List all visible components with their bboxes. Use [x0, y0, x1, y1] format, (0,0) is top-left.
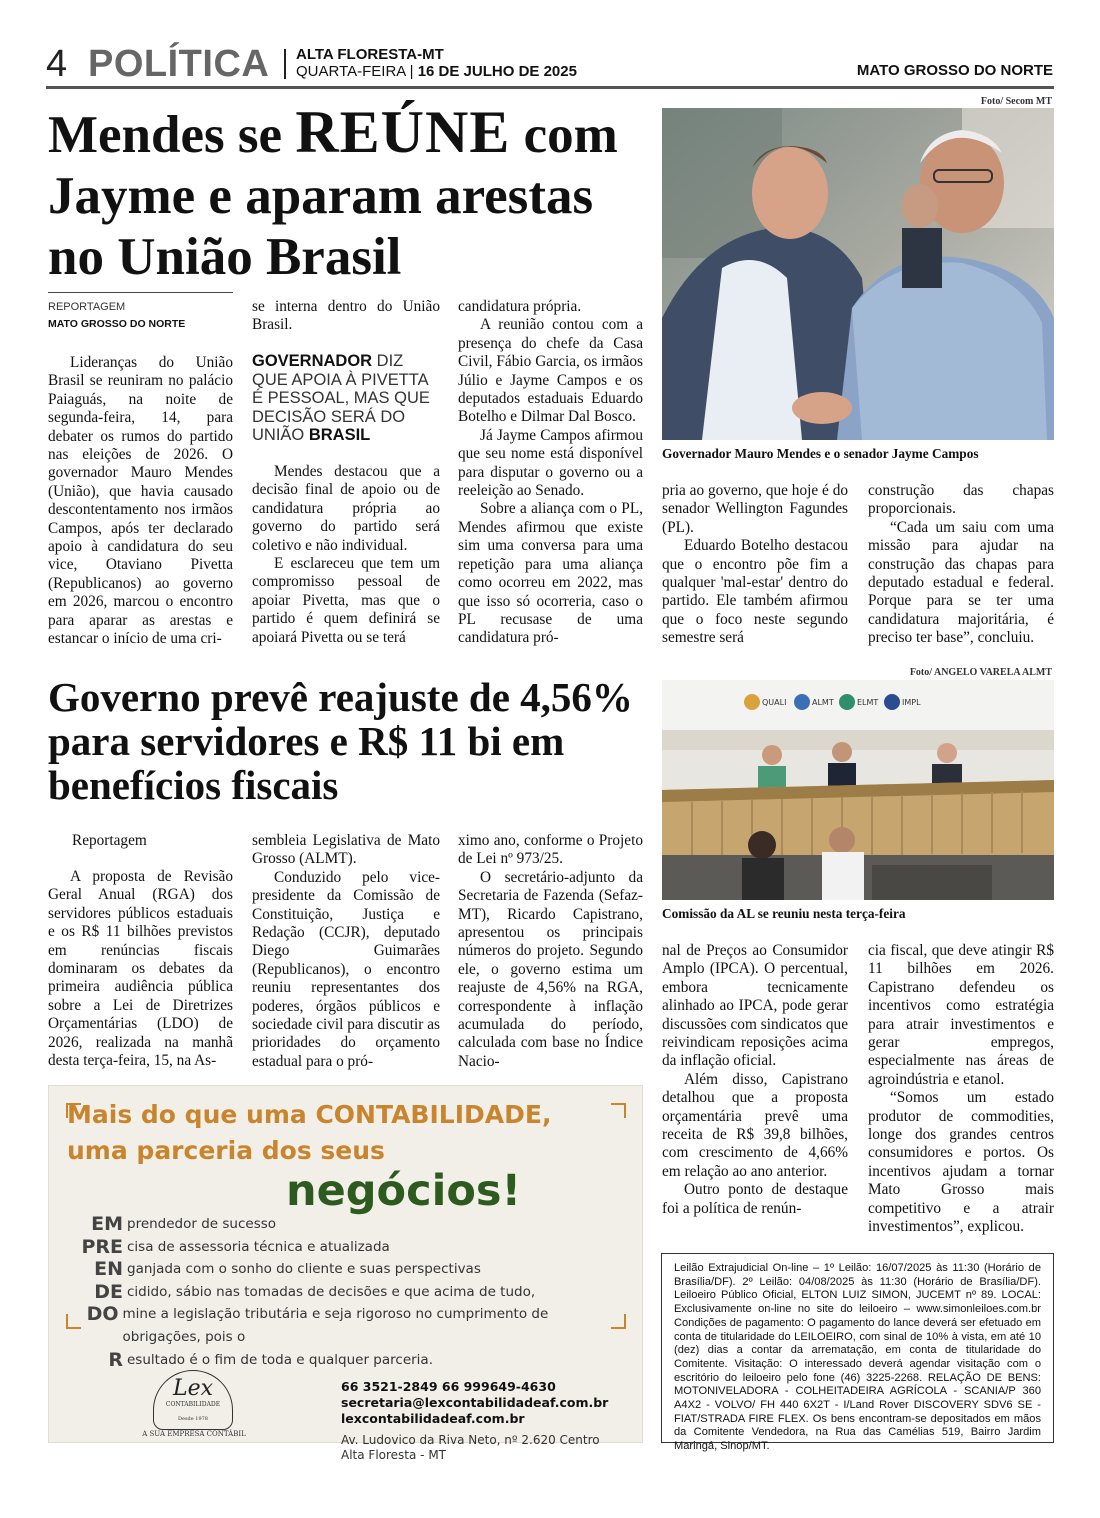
paragraph: A proposta de Revisão Geral Anual (RGA) dos servidores públicos estaduais e os R$ 11 bilhões previstos em renúncias fiscais dominaram os debates da primeira audiência pública sobre a Lei de Diretrizes Orçamentárias (LDO) de 2026, realizada na manhã desta terça-feira, 15, na As-	[48, 868, 233, 1070]
paragraph: nal de Preços ao Consumidor Amplo (IPCA). O percentual, embora tecnicamente alinhado ao IPCA, pode gerar discussões com sindicatos que reivindicam reposições acima da inflação oficial.	[662, 942, 848, 1070]
logo-name: Lex	[172, 1376, 214, 1401]
headline-part: Mendes se	[48, 106, 296, 164]
story1-photo	[662, 108, 1054, 440]
paragraph: A reunião contou com a presença do chefe da Casa Civil, Fábio Garcia, os irmãos Júlio e Jayme Campos e os deputados estaduais Eduardo Botelho e Dilmar Dal Bosco.	[458, 316, 643, 426]
photo-credit: Foto/ ANGELO VARELA ALMT	[909, 667, 1052, 678]
credit-text: Reportagem	[72, 832, 147, 849]
paragraph: E esclareceu que tem um compromisso pessoal de apoiar Pivetta, mas que o partido é quem definirá se apoiará Pivetta ou se terá	[252, 555, 440, 646]
story1-column-4	[662, 482, 848, 648]
acrostic-letters: DO	[86, 1303, 119, 1326]
advertisement[interactable]	[48, 1085, 643, 1462]
paragraph: Além disso, Capistrano detalhou que a proposta orçamentária prevê uma receita de R$ 39,8 bilhões, com crescimento de 4,66% em relação ao ano anterior.	[662, 1070, 848, 1180]
ad-address-1: Av. Ludovico da Riva Neto, nº 2.620 Centro	[341, 1433, 600, 1447]
headline-part: com Jayme e aparam arestas no União Brasil	[48, 106, 618, 286]
header-divider	[284, 49, 286, 79]
ad-contact-block	[341, 1379, 631, 1463]
banner-label: QUALI	[762, 698, 787, 707]
paragraph: O secretário-adjunto da Secretaria de Fazenda (Sefaz-MT), Ricardo Capistrano, apresentou os principais números do projeto. Segundo ele, o governo estima um reajuste de 4,56% na RGA, correspondente à inflação acumulada do período, calculada com base no Índice Nacio-	[458, 868, 643, 1070]
ad-headline-3: negócios!	[286, 1166, 522, 1216]
acrostic-text: esultado é o fim de toda e qualquer parceria.	[127, 1351, 433, 1368]
acrostic-row	[79, 1349, 619, 1372]
paragraph: Eduardo Botelho destacou que o encontro põe fim a qualquer 'mal-estar' dentro do partido. Ele também afirmou que o foco neste segundo semestre será	[662, 537, 848, 647]
paragraph: ximo ano, conforme o Projeto de Lei nº 973/25.	[458, 832, 643, 868]
pull-quote	[252, 352, 440, 445]
credit-label: REPORTAGEM	[48, 301, 126, 313]
story2-column-3	[458, 832, 643, 1071]
newspaper-name: MATO GROSSO DO NORTE	[856, 62, 1053, 79]
header-date-value: 16 DE JULHO DE 2025	[417, 63, 577, 80]
logo-tagline: A SUA EMPRESA CONTÁBIL	[142, 1430, 246, 1438]
lex-logo	[153, 1370, 233, 1430]
acrostic-letters: PRE	[81, 1235, 123, 1258]
acrostic-row	[79, 1213, 619, 1236]
headline-emphasis: REÚNE	[295, 99, 511, 165]
ad-phones: 66 3521-2849 66 999649-4630	[341, 1379, 556, 1394]
acrostic-letters: EM	[91, 1213, 123, 1235]
story1-column-2-top	[252, 298, 440, 335]
banner-label: ELMT	[857, 698, 879, 707]
story2-photo	[662, 680, 1054, 900]
paragraph: Já Jayme Campos afirmou que seu nome está disponível para disputar o governo ou a reeleição ao Senado.	[458, 426, 643, 500]
paragraph: “Somos um estado produtor de commodities, longe dos grandes centros consumidores e portos. Os incentivos ajudam a tornar Mato Grosso mais competitivo e a atrair investimentos”, explicou.	[868, 1089, 1054, 1236]
story1-column-3	[458, 298, 643, 648]
ad-website[interactable]: lexcontabilidadeaf.com.br	[341, 1411, 525, 1426]
ad-headline-2: uma parceria dos seus	[67, 1136, 385, 1165]
header-weekday: QUARTA-FEIRA	[296, 63, 406, 80]
ad-email[interactable]: secretaria@lexcontabilidadeaf.com.br	[341, 1395, 609, 1410]
banner-label: IMPL	[902, 698, 921, 707]
paragraph: pria ao governo, que hoje é do senador Wellington Fagundes (PL).	[662, 482, 848, 536]
pull-quote-bold: GOVERNADOR	[252, 352, 373, 370]
acrostic-row	[79, 1236, 619, 1259]
paragraph: candidatura própria.	[458, 298, 582, 315]
paragraph: Outro ponto de destaque foi a política de renún-	[662, 1181, 848, 1217]
acrostic-row	[79, 1281, 619, 1304]
banner-label: ALMT	[812, 698, 834, 707]
story1-headline	[48, 99, 648, 288]
ad-address-2: Alta Floresta - MT	[341, 1448, 446, 1462]
story2-column-4	[662, 942, 848, 1218]
paragraph: cia fiscal, que deve atingir R$ 11 bilhões em 2026. Capistrano defendeu os incentivos como estratégia para atrair investimentos e gerar empregos, especialmente nas áreas de agroindústria e etanol.	[868, 942, 1054, 1088]
header-date: QUARTA-FEIRA | 16 DE JULHO DE 2025	[296, 63, 577, 80]
story1-column-1	[48, 354, 233, 649]
credit-rule	[48, 292, 233, 293]
ad-headline-1: Mais do que uma CONTABILIDADE,	[67, 1100, 552, 1129]
legal-notice-box	[661, 1253, 1054, 1453]
acrostic-row	[79, 1303, 619, 1348]
paragraph: Lideranças do União Brasil se reuniram no palácio Paiaguás, na noite de segunda-feira, 14, para debater os rumos do partido nas eleições de 2026. O governador Mauro Mendes (União), que havia causado descontentamento nos irmãos Campos, após ter declarado apoio à candidatura do seu vice, Otaviano Pivetta (Republicanos) ao governo em 2026, marcou o encontro para aparar as arestas e estancar o início de uma cri-	[48, 354, 233, 648]
acrostic-text: ganjada com o sonho do cliente e suas perspectivas	[127, 1261, 481, 1278]
story2-headline: Governo prevê reajuste de 4,56% para servidores e R$ 11 bi em benefícios fiscais	[48, 674, 633, 808]
acrostic-text: prendedor de sucesso	[127, 1216, 277, 1232]
legal-notice-text: Leilão Extrajudicial On-line – 1º Leilão: 16/07/2025 às 11:30 (Horário de Brasília/DF). 2º Leilão: 04/08/2025 às 11:30 (Horário de Brasília/DF). Leiloeiro Público Oficial, ELTON LUIZ SIMON, JUCEMT nº 89. LOCAL: Exclusivamente on-line no site do leiloeiro – www.simonleiloes.com.br Condições de pagamento: O pagamento do lance deverá ser efetuado em conta de titularidade do LEILOEIRO, com sinal de 10% à vista, em até 10 (dez) dias a contar da arrematação, em conta de titularidade do Comitente. Visitação: O interessado deverá agendar visitação com o escritório do leiloeiro pelo fone (46) 3225-2268. RELAÇÃO DE BENS: MOTONIVELADORA - COLHEITADEIRA AGRÍCOLA - SCANIA/P 360 A4X2 - VOLVO/ FH 440 6X2T - I/Land Rover DISCOVERY SDV6 SE - FIAT/STRADA FIRE FLEX. Os bens encontram-se depositados em mãos da Comitente Vendedora, na Rua das Camélias 519, Bairro Jardim Maringá, Sinop/MT.	[674, 1262, 1041, 1453]
pull-quote-bold: BRASIL	[308, 426, 371, 445]
logo-since: Desde 1978	[177, 1416, 208, 1422]
paragraph: Sobre a aliança com o PL, Mendes afirmou que existe sim uma conversa para uma repetição para uma aliança como ocorreu em 2022, mas que isso só ocorreria, caso o PL recusase de uma candidatura pró-	[458, 500, 643, 647]
section-title: POLÍTICA	[88, 43, 270, 85]
header-rule	[46, 86, 1054, 89]
photo-credit: Foto/ Secom MT	[980, 96, 1052, 107]
page-number: 4	[46, 43, 68, 85]
paragraph: Conduzido pelo vice-presidente da Comissão de Constituição, Justiça e Redação (CCJR), deputado Diego Guimarães (Republicanos), o encontro reuniu representantes dos poderes, órgãos públicos e sociedade civil para discutir as prioridades do orçamento estadual para o pró-	[252, 868, 440, 1070]
credit-name: MATO GROSSO DO NORTE	[48, 318, 186, 330]
paragraph: se interna dentro do União Brasil.	[252, 298, 440, 334]
acrostic-text: cidido, sábio nas tomadas de decisões e que acima de tudo,	[127, 1283, 536, 1300]
ad-acrostic	[79, 1213, 619, 1371]
story2-column-2	[252, 832, 440, 1071]
story2-column-1	[48, 868, 233, 1070]
acrostic-text: cisa de assessoria técnica e atualizada	[127, 1238, 390, 1255]
acrostic-text: mine a legislação tributária e seja rigoroso no cumprimento de obrigações, pois o	[122, 1306, 549, 1345]
story1-column-5	[868, 482, 1054, 648]
paragraph: construção das chapas proporcionais.	[868, 482, 1054, 518]
header-city: ALTA FLORESTA-MT	[296, 46, 444, 63]
logo-subtitle: CONTABILIDADE	[165, 1401, 221, 1408]
story1-column-2	[252, 463, 440, 647]
pull-quote-text: DIZ QUE APOIA À PIVETTA É PESSOAL, MAS QUE DECISÃO SERÁ DO UNIÃO	[252, 352, 430, 445]
paragraph: sembleia Legislativa de Mato Grosso (ALMT).	[252, 832, 440, 868]
story1-caption: Governador Mauro Mendes e o senador Jayme Campos	[662, 446, 979, 461]
paragraph: “Cada um saiu com uma missão para ajudar na construção das chapas para deputado estadual e federal. Porque para se ter uma candidatura majoritária, é preciso ter base”, concluiu.	[868, 518, 1054, 647]
assembly-photo-illustration	[662, 680, 1054, 900]
acrostic-row	[79, 1258, 619, 1281]
acrostic-letters: EN	[94, 1258, 123, 1281]
acrostic-letters: DE	[94, 1280, 123, 1303]
story2-credit	[72, 832, 232, 850]
story2-caption: Comissão da AL se reuniu nesta terça-feira	[662, 906, 906, 921]
story2-column-5	[868, 942, 1054, 1237]
paragraph: Mendes destacou que a decisão final de apoio ou de candidatura própria ao governo do partido será coletivo e não individual.	[252, 463, 440, 554]
acrostic-letters: R	[108, 1348, 123, 1371]
meeting-photo-illustration	[662, 108, 1054, 440]
